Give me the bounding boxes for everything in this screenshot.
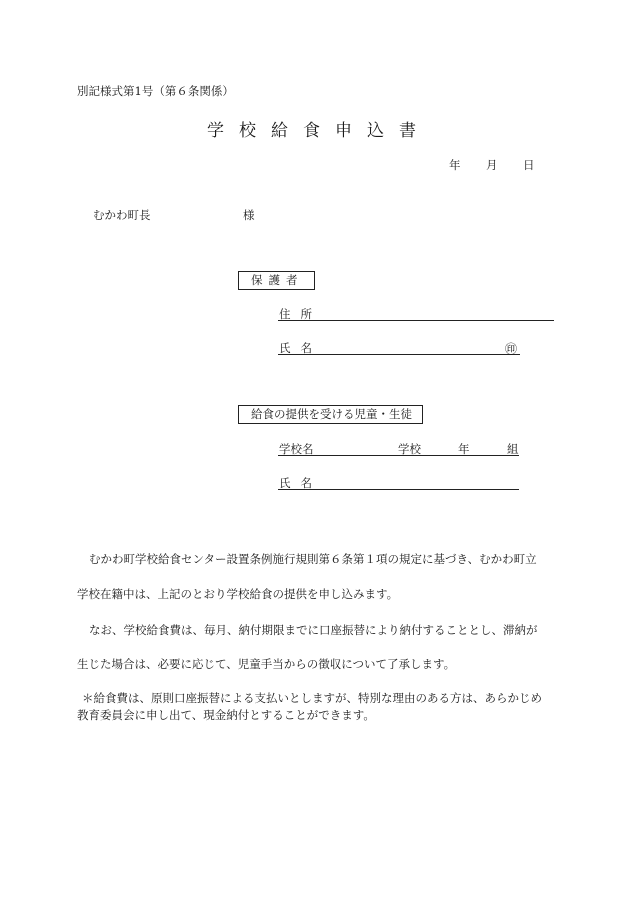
body-line-1: むかわ町学校給食センター設置条例施行規則第６条第１項の規定に基づき、むかわ町立 bbox=[89, 552, 537, 566]
guardian-section-label: 保護者 bbox=[238, 271, 315, 290]
school-suffix: 学校 bbox=[398, 442, 421, 456]
school-grade-class-field[interactable] bbox=[278, 455, 519, 456]
grade-suffix: 年 bbox=[458, 442, 470, 456]
date-year-label: 年 bbox=[449, 158, 461, 172]
guardian-name-label: 氏名 bbox=[279, 341, 322, 355]
student-name-label: 氏名 bbox=[279, 476, 322, 490]
body-line-4: 生じた場合は、必要に応じて、児童手当からの徴収について了承します。 bbox=[77, 657, 456, 671]
student-section-label: 給食の提供を受ける児童・生徒 bbox=[238, 405, 423, 424]
class-suffix: 組 bbox=[507, 442, 519, 456]
addressee-name: むかわ町長 bbox=[93, 208, 151, 222]
date-month-label: 月 bbox=[486, 158, 498, 172]
date-day-label: 日 bbox=[523, 158, 535, 172]
page-title: 学校給食申込書 bbox=[207, 121, 431, 141]
student-name-field[interactable] bbox=[278, 489, 519, 490]
seal-mark: ㊞ bbox=[505, 342, 518, 356]
body-line-2: 学校在籍中は、上記のとおり学校給食の提供を申し込みます。 bbox=[77, 587, 399, 601]
guardian-address-label: 住所 bbox=[279, 307, 322, 321]
guardian-name-field[interactable] bbox=[278, 354, 520, 355]
guardian-address-field[interactable] bbox=[278, 320, 554, 321]
school-name-label: 学校名 bbox=[279, 442, 314, 456]
body-line-3: なお、学校給食費は、毎月、納付期限までに口座振替により納付することとし、滞納が bbox=[89, 623, 538, 637]
note-line-1: ＊給食費は、原則口座振替による支払いとしますが、特別な理由のある方は、あらかじめ bbox=[82, 691, 542, 705]
addressee-honorific: 様 bbox=[243, 208, 255, 222]
note-line-2: 教育委員会に申し出て、現金納付とすることができます。 bbox=[77, 708, 375, 722]
form-number: 別記様式第1号（第６条関係） bbox=[77, 84, 234, 98]
